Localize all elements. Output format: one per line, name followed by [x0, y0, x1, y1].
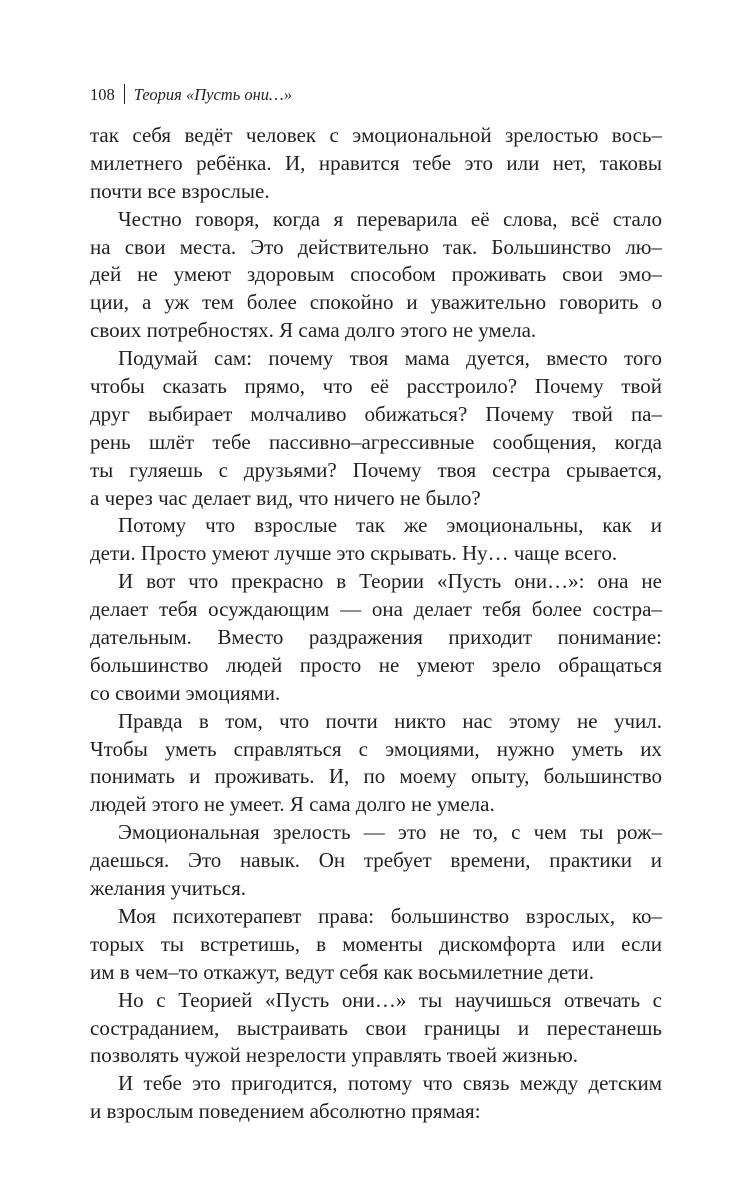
- running-header: [90, 84, 292, 106]
- text-line: чтобы сказать прямо, что её расстроило? Почему твой: [90, 374, 662, 399]
- running-title: Теория «Пусть они…»: [133, 85, 292, 104]
- text-line: им в чем–то откажут, ведут себя как восьмилетние дети.: [90, 959, 594, 984]
- text-line: почти все взрослые.: [90, 178, 270, 203]
- text-line: рень шлёт тебе пассивно–агрессивные сообщения, когда: [90, 429, 662, 454]
- text-line: желания учиться.: [90, 876, 247, 901]
- text-line: даешься. Это навык. Он требует времени, практики и: [90, 848, 662, 873]
- paragraph-first-line: И тебе это пригодится, потому что связь между детским: [118, 1071, 662, 1096]
- paragraph-first-line: И вот что прекрасно в Теории «Пусть они…»: она не: [118, 569, 662, 594]
- body-text: [90, 122, 662, 1126]
- paragraph-first-line: Честно говоря, когда я переварила её слова, всё стало: [118, 206, 662, 231]
- header-divider: [124, 84, 125, 104]
- text-line: дети. Просто умеют лучше это скрывать. Ну… чаще всего.: [90, 541, 618, 566]
- text-line: ции, а уж тем более спокойно и уважительно говорить о: [90, 290, 662, 315]
- text-line: людей этого не умеет. Я сама долго не умела.: [90, 792, 495, 817]
- text-line: со своими эмоциями.: [90, 680, 281, 705]
- text-line: а через час делает вид, что ничего не было?: [90, 485, 481, 510]
- text-line: дательным. Вместо раздражения приходит понимание:: [90, 625, 662, 650]
- paragraph-first-line: Но с Теорией «Пусть они…» ты научишься отвечать с: [118, 987, 662, 1012]
- text-line: торых ты встретишь, в моменты дискомфорта или если: [90, 931, 662, 956]
- text-line: так себя ведёт человек с эмоциональной зрелостью вось–: [90, 123, 662, 147]
- paragraph-first-line: Правда в том, что почти никто нас этому не учил.: [118, 708, 662, 733]
- text-line: дей не умеют здоровым способом проживать свои эмо–: [90, 262, 662, 287]
- text-line: состраданием, выстраивать свои границы и перестанешь: [90, 1015, 662, 1040]
- page-number: 108: [90, 85, 115, 104]
- text-line: позволять чужой незрелости управлять твоей жизнью.: [90, 1043, 579, 1068]
- text-line: на свои места. Это действительно так. Большинство лю–: [90, 234, 662, 259]
- text-line: большинство людей просто не умеют зрело обращаться: [90, 652, 662, 677]
- text-line: и взрослым поведением абсолютно прямая:: [90, 1099, 481, 1124]
- paragraph-first-line: Подумай сам: почему твоя мама дуется, вместо того: [118, 346, 662, 371]
- text-line: своих потребностях. Я сама долго этого не умела.: [90, 318, 537, 343]
- text-line: друг выбирает молчаливо обижаться? Почему твой па–: [90, 401, 662, 426]
- text-line: ты гуляешь с друзьями? Почему твоя сестра срывается,: [90, 457, 662, 482]
- text-line: понимать и проживать. И, по моему опыту, большинство: [90, 764, 662, 789]
- paragraph-first-line: Эмоциональная зрелость — это не то, с чем ты рож–: [118, 820, 662, 845]
- text-line: Чтобы уметь справляться с эмоциями, нужно уметь их: [90, 736, 662, 761]
- paragraph-first-line: Потому что взрослые так же эмоциональны, как и: [118, 513, 662, 538]
- text-line: милетнего ребёнка. И, нравится тебе это или нет, таковы: [90, 150, 662, 175]
- text-line: делает тебя осуждающим — она делает тебя более состра–: [90, 597, 662, 622]
- paragraph-first-line: Моя психотерапевт права: большинство взрослых, ко–: [118, 903, 662, 928]
